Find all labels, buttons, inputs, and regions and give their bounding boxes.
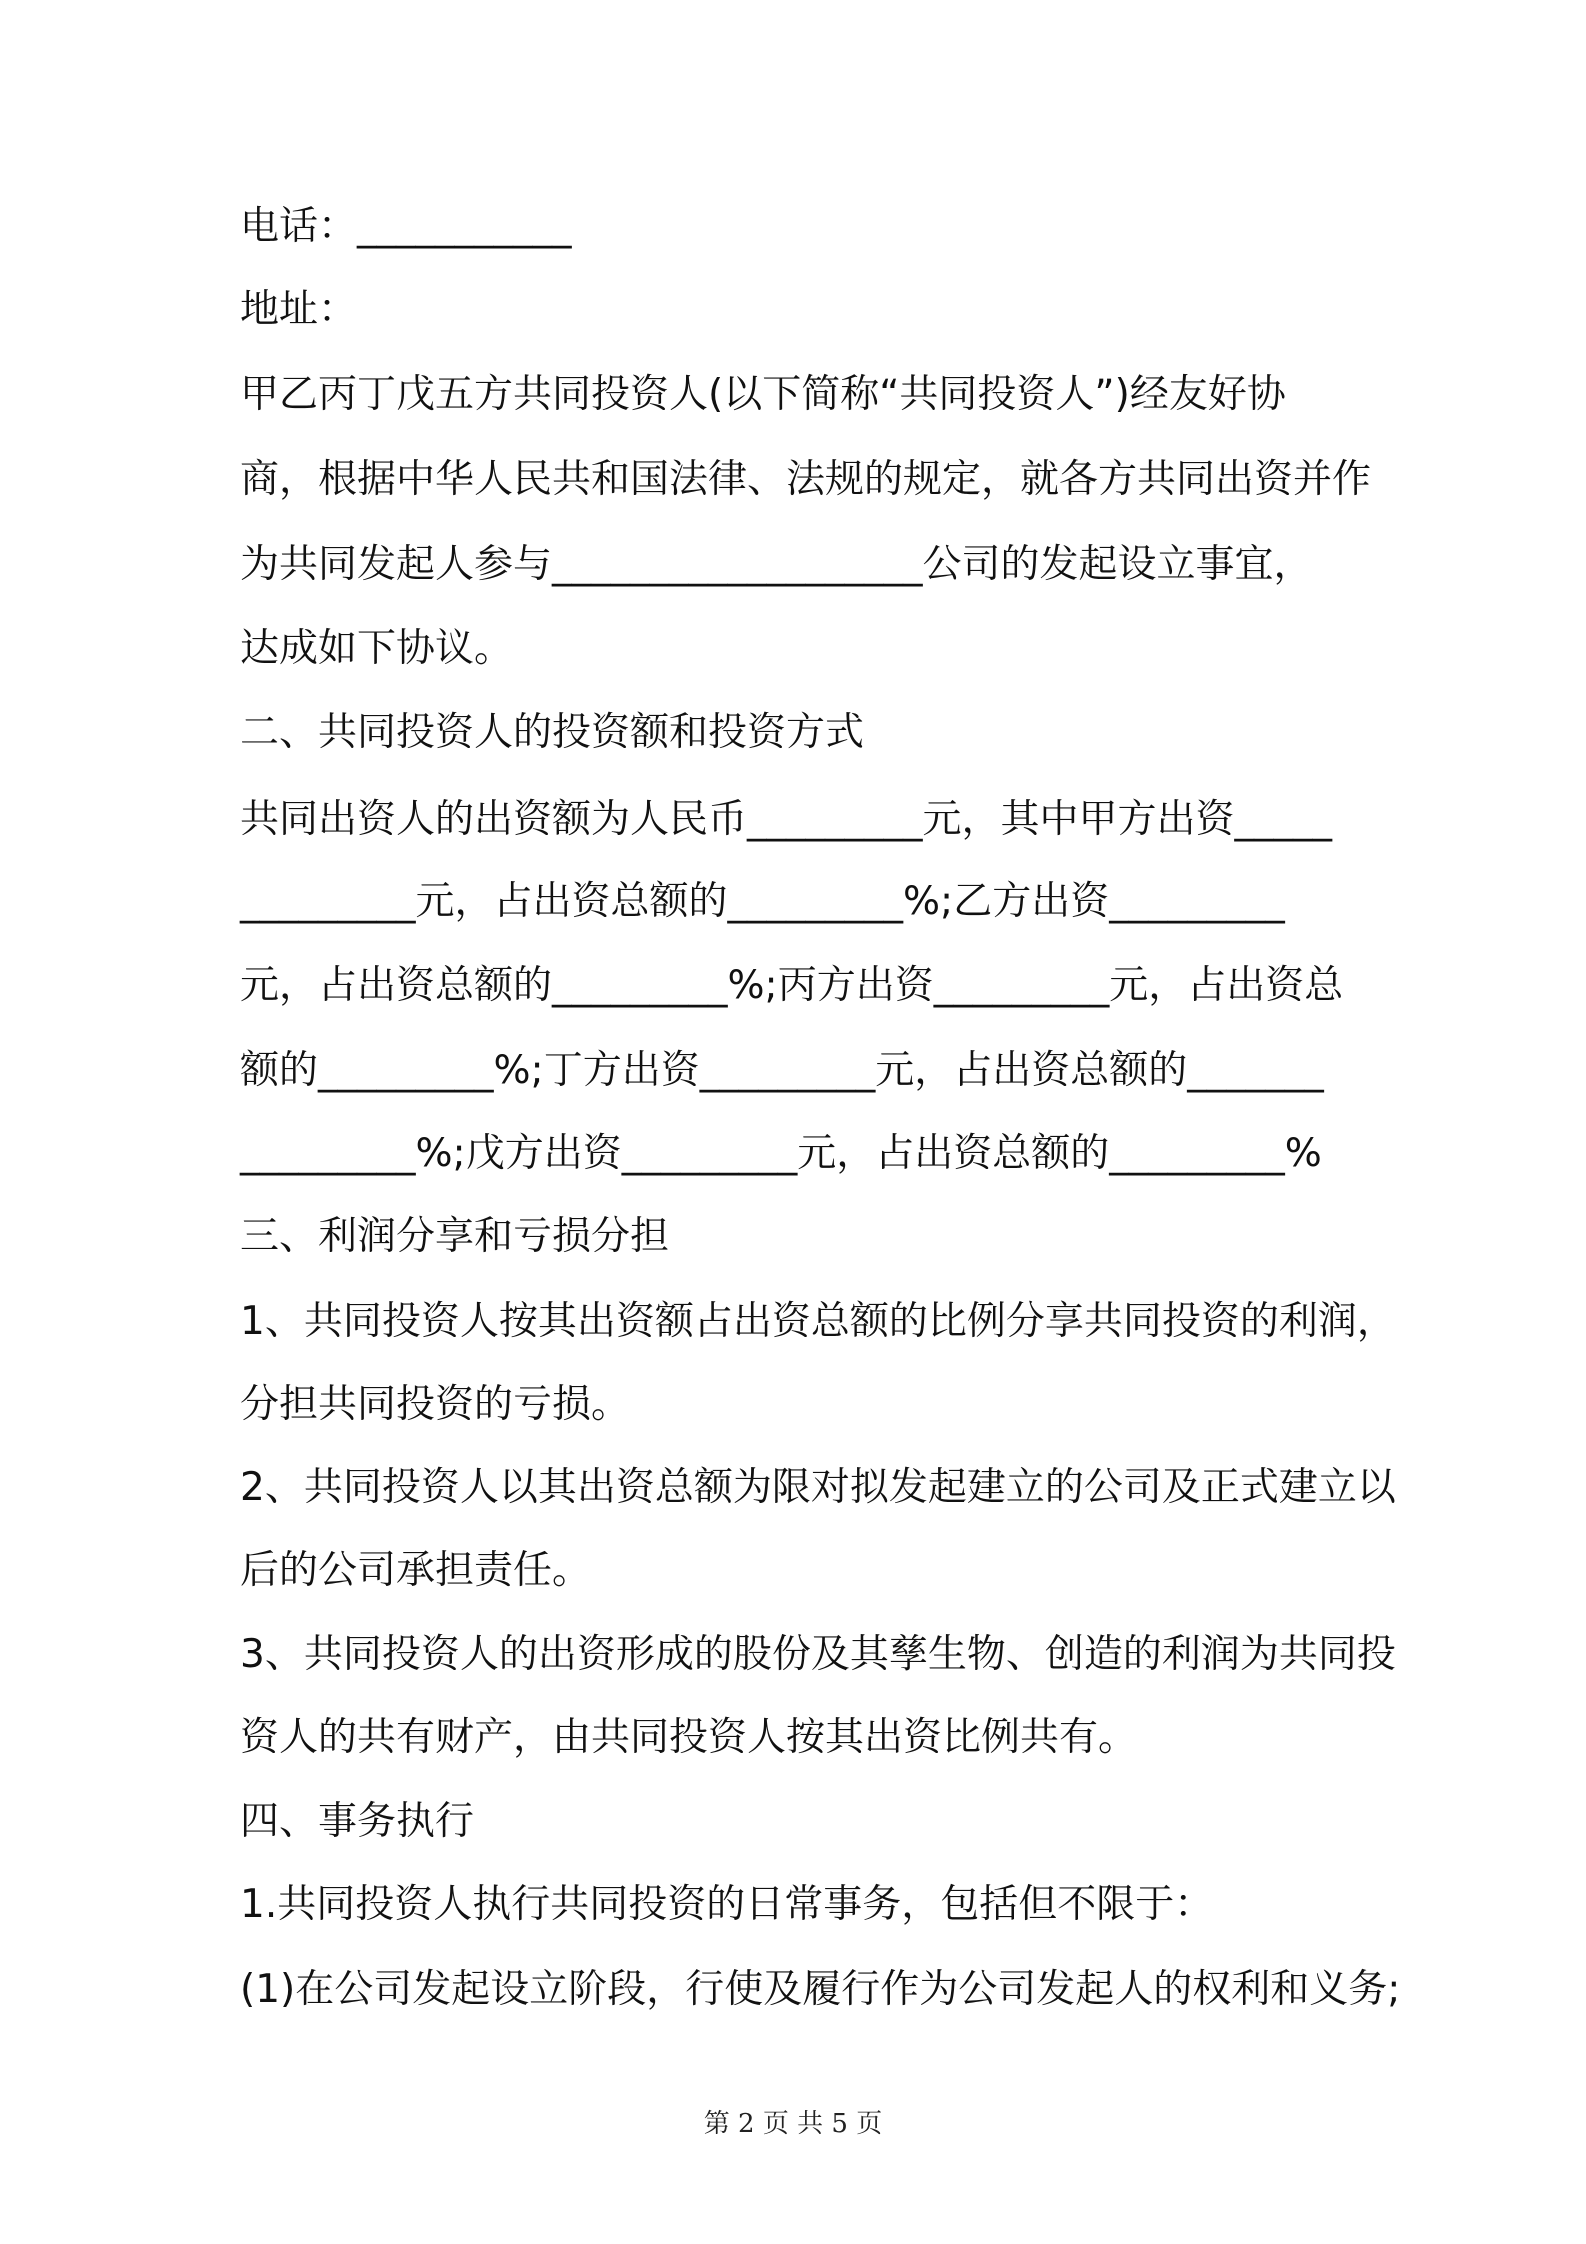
paragraph-line: 共同出资人的出资额为人民币_________元，其中甲方出资_____ [240, 797, 1333, 842]
paragraph-line: 2、共同投资人以其出资总额为限对拟发起建立的公司及正式建立以 [240, 1465, 1396, 1510]
paragraph-line: 元，占出资总额的_________%;丙方出资_________元，占出资总 [240, 963, 1344, 1008]
paragraph-line: 1、共同投资人按其出资额占出资总额的比例分享共同投资的利润， [240, 1299, 1396, 1344]
paragraph-line: 后的公司承担责任。 [240, 1548, 592, 1593]
paragraph-line: 3、共同投资人的出资形成的股份及其孳生物、创造的利润为共同投 [240, 1632, 1396, 1677]
section-heading: 三、利润分享和亏损分担 [240, 1214, 670, 1259]
paragraph-line: 资人的共有财产，由共同投资人按其出资比例共有。 [240, 1715, 1138, 1760]
page-footer: 第 2 页 共 5 页 [703, 2109, 883, 2139]
paragraph-line: 分担共同投资的亏损。 [240, 1382, 631, 1427]
paragraph-line: 商，根据中华人民共和国法律、法规的规定，就各方共同出资并作 [240, 457, 1372, 502]
paragraph-line: 1.共同投资人执行共同投资的日常事务，包括但不限于： [240, 1882, 1214, 1927]
address-line: 地址： [240, 287, 358, 332]
paragraph-line: 为共同发起人参与___________________公司的发起设立事宜， [240, 542, 1313, 587]
paragraph-line: 甲乙丙丁戊五方共同投资人(以下简称“共同投资人”)经友好协 [240, 372, 1286, 417]
paragraph-line: 额的_________%;丁方出资_________元，占出资总额的_______ [240, 1048, 1324, 1093]
section-heading: 四、事务执行 [240, 1799, 475, 1844]
paragraph-line: (1)在公司发起设立阶段，行使及履行作为公司发起人的权利和义务; [240, 1967, 1401, 2012]
section-heading: 二、共同投资人的投资额和投资方式 [240, 710, 865, 755]
paragraph-line: _________元，占出资总额的_________%;乙方出资_________ [240, 879, 1285, 924]
paragraph-line: 达成如下协议。 [240, 626, 514, 671]
paragraph-line: _________%;戊方出资_________元，占出资总额的_________% [240, 1131, 1322, 1176]
phone-line: 电话：___________ [240, 204, 572, 249]
